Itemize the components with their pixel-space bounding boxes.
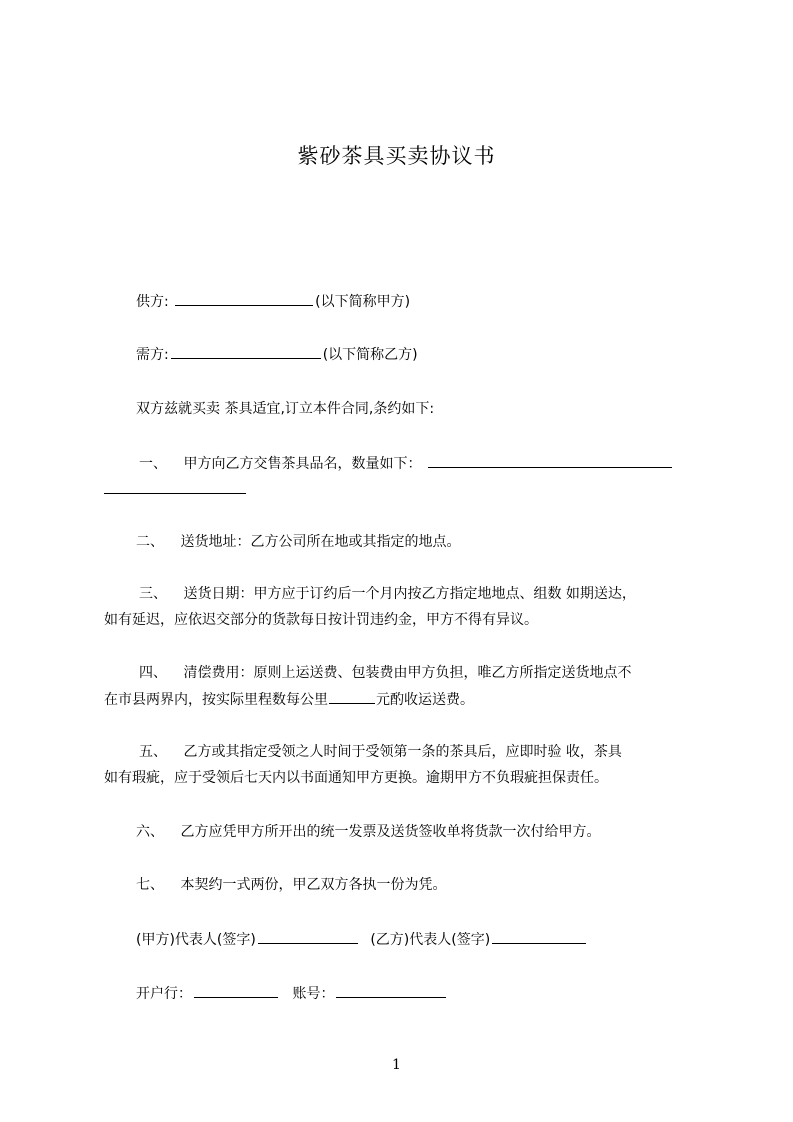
clause-5 xyxy=(139,742,622,762)
representatives-line xyxy=(136,929,588,950)
clause-7-number: 七、 xyxy=(136,877,164,893)
buyer-line xyxy=(136,344,418,365)
clause-6-text: 乙方应凭甲方所开出的统一发票及送货签收单将货款一次付给甲方。 xyxy=(180,824,601,840)
clause-1-blank xyxy=(428,453,672,468)
clause-1-blank-2 xyxy=(104,479,246,494)
party-b-rep-blank xyxy=(492,929,586,944)
clause-4-line-2-b: 元酌收运送费。 xyxy=(376,692,474,708)
clause-3 xyxy=(139,584,636,604)
clause-7 xyxy=(136,875,446,895)
bank-blank xyxy=(194,983,278,998)
clause-5-number: 五、 xyxy=(139,744,167,760)
buyer-label: 需方: xyxy=(136,347,169,363)
buyer-blank xyxy=(171,344,321,359)
page-number: 1 xyxy=(392,1057,401,1073)
clause-6-number: 六、 xyxy=(136,824,164,840)
party-a-rep-blank xyxy=(258,929,358,944)
clause-3-line-2: 如有延迟，应依迟交部分的货款每日按计罚违约金，甲方不得有异议。 xyxy=(104,612,538,628)
clause-4 xyxy=(139,663,631,683)
party-a-rep-label: (甲方)代表人(签字) xyxy=(136,932,256,948)
supplier-blank xyxy=(175,291,313,306)
clause-2-text: 送货地址：乙方公司所在地或其指定的地点。 xyxy=(180,534,461,550)
clause-3-line-1: 送货日期：甲方应于订约后一个月内按乙方指定地地点、组数 如期送达， xyxy=(183,586,636,602)
intro-paragraph: 双方兹就买卖 茶具适宜,订立本件合同,条约如下: xyxy=(136,401,435,417)
clause-4-line-1: 清偿费用：原则上运送费、包装费由甲方负担，唯乙方所指定送货地点不 xyxy=(183,665,632,681)
clause-1-number: 一、 xyxy=(139,456,167,472)
clause-6 xyxy=(136,822,600,842)
clause-4-line-2-a: 在市县两界内，按实际里程数每公里 xyxy=(104,692,328,708)
supplier-label: 供方: xyxy=(136,294,169,310)
clause-1-continuation xyxy=(104,479,246,500)
clause-5-line-2: 如有瑕疵，应于受领后七天内以书面通知甲方更换。逾期甲方不负瑕疵担保责任。 xyxy=(104,770,608,786)
bank-line xyxy=(136,983,448,1004)
clause-1 xyxy=(139,453,674,474)
bank-label: 开户行： xyxy=(136,986,192,1002)
clause-7-text: 本契约一式两份，甲乙双方各执一份为凭。 xyxy=(180,877,447,893)
supplier-line xyxy=(136,291,410,312)
clause-4-number: 四、 xyxy=(139,665,167,681)
clause-1-text: 甲方向乙方交售茶具品名，数量如下： xyxy=(183,456,422,472)
supplier-suffix: (以下简称甲方) xyxy=(315,294,411,310)
page-title: 紫砂茶具买卖协议书 xyxy=(297,144,496,168)
account-label: 账号： xyxy=(292,986,335,1002)
clause-4-rate-blank xyxy=(329,689,375,704)
party-b-rep-label: (乙方)代表人(签字) xyxy=(370,932,491,948)
clause-3-number: 三、 xyxy=(139,586,167,602)
clause-2-number: 二、 xyxy=(136,534,164,550)
clause-2 xyxy=(136,532,460,552)
clause-5-line-1: 乙方或其指定受领之人时间于受领第一条的茶具后，应即时验 收，茶具 xyxy=(183,744,622,760)
buyer-suffix: (以下简称乙方) xyxy=(322,347,418,363)
account-blank xyxy=(336,983,446,998)
clause-4-line-2 xyxy=(104,689,474,710)
